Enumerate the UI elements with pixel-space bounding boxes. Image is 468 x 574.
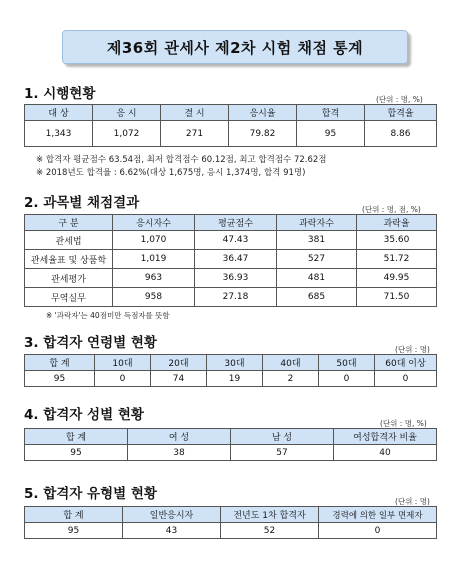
unit-label-gender: (단위 : 명, %) — [380, 419, 427, 428]
table-cell: 57 — [231, 445, 334, 461]
table-cell: 관세평가 — [25, 269, 113, 288]
table-cell: 95 — [297, 121, 365, 147]
table-cell: 271 — [161, 121, 229, 147]
header-cell: 남 성 — [231, 429, 334, 445]
table-cell: 963 — [113, 269, 195, 288]
header-cell: 결 시 — [161, 105, 229, 121]
unit-label-type: (단위 : 명) — [395, 497, 430, 506]
header-cell: 합격율 — [365, 105, 437, 121]
table-cell: 1,019 — [113, 250, 195, 269]
table-cell: 79.82 — [229, 121, 297, 147]
note-scores: ※ 합격자 평균점수 63.54점, 최저 합격점수 60.12점, 최고 합격점수 72.62점 — [36, 155, 327, 165]
section-title-type: 5. 합격자 유형별 현황 — [24, 486, 157, 502]
table-cell: 71.50 — [357, 288, 437, 307]
header-cell: 경력에 의한 일부 면제자 — [319, 507, 437, 523]
table-cell: 0 — [95, 371, 151, 387]
header-cell: 전년도 1차 합격자 — [221, 507, 319, 523]
table-cell: 관세법 — [25, 231, 113, 250]
table-cell: 0 — [319, 523, 437, 539]
subject-table — [24, 214, 437, 307]
table-cell: 1,072 — [93, 121, 161, 147]
table-cell: 0 — [375, 371, 437, 387]
header-cell: 합 계 — [25, 355, 95, 371]
table-cell: 481 — [277, 269, 357, 288]
table-cell: 8.86 — [365, 121, 437, 147]
section-title-status: 1. 시행현황 — [24, 86, 96, 102]
status-table — [24, 104, 437, 147]
header-cell: 과락율 — [357, 215, 437, 231]
header-cell: 40대 — [263, 355, 319, 371]
section-title-gender: 4. 합격자 성별 현황 — [24, 407, 144, 423]
header-cell: 과락자수 — [277, 215, 357, 231]
table-header-row — [25, 429, 437, 445]
section-title-subjects: 2. 과목별 채점결과 — [24, 195, 140, 211]
header-cell: 합 계 — [25, 429, 128, 445]
table-cell: 1,070 — [113, 231, 195, 250]
note-previous-year: ※ 2018년도 합격율 : 6.62%(대상 1,675명, 응시 1,374명, 합격 91명) — [36, 168, 306, 178]
table-row — [25, 445, 437, 461]
page-title: 제36회 관세사 제2차 시험 채점 통계 — [62, 30, 408, 64]
table-cell: 95 — [25, 371, 95, 387]
table-cell: 1,343 — [25, 121, 93, 147]
header-cell: 50대 — [319, 355, 375, 371]
table-cell: 527 — [277, 250, 357, 269]
table-cell: 49.95 — [357, 269, 437, 288]
header-cell: 10대 — [95, 355, 151, 371]
table-cell: 관세율표 및 상품학 — [25, 250, 113, 269]
table-cell: 95 — [25, 523, 123, 539]
age-table — [24, 354, 437, 387]
header-cell: 여 성 — [128, 429, 231, 445]
table-cell: 381 — [277, 231, 357, 250]
table-row — [25, 523, 437, 539]
unit-label-subjects: (단위 : 명, 점, %) — [362, 205, 421, 214]
table-cell: 19 — [207, 371, 263, 387]
header-cell: 합 계 — [25, 507, 123, 523]
header-cell: 20대 — [151, 355, 207, 371]
table-cell: 무역실무 — [25, 288, 113, 307]
table-cell: 40 — [334, 445, 437, 461]
header-cell: 응시자수 — [113, 215, 195, 231]
table-cell: 2 — [263, 371, 319, 387]
table-row — [25, 269, 437, 288]
table-row — [25, 121, 437, 147]
header-cell: 응시율 — [229, 105, 297, 121]
header-cell: 구 분 — [25, 215, 113, 231]
note-fail-definition: ※ '과락자'는 40점미만 득점자를 뜻함 — [46, 311, 170, 320]
type-table — [24, 506, 437, 539]
header-cell: 일반응시자 — [123, 507, 221, 523]
table-cell: 36.93 — [195, 269, 277, 288]
table-cell: 36.47 — [195, 250, 277, 269]
table-cell: 38 — [128, 445, 231, 461]
table-cell: 685 — [277, 288, 357, 307]
table-header-row — [25, 507, 437, 523]
table-cell: 0 — [319, 371, 375, 387]
table-cell: 35.60 — [357, 231, 437, 250]
table-cell: 74 — [151, 371, 207, 387]
header-cell: 60대 이상 — [375, 355, 437, 371]
table-cell: 52 — [221, 523, 319, 539]
table-row — [25, 231, 437, 250]
header-cell: 합격 — [297, 105, 365, 121]
table-cell: 95 — [25, 445, 128, 461]
table-row — [25, 371, 437, 387]
table-header-row — [25, 215, 437, 231]
header-cell: 30대 — [207, 355, 263, 371]
header-cell: 여성합격자 비율 — [334, 429, 437, 445]
unit-label-status: (단위 : 명, %) — [376, 95, 423, 104]
table-row — [25, 250, 437, 269]
table-cell: 27.18 — [195, 288, 277, 307]
table-cell: 47.43 — [195, 231, 277, 250]
table-cell: 43 — [123, 523, 221, 539]
gender-table — [24, 428, 437, 461]
table-cell: 958 — [113, 288, 195, 307]
table-header-row — [25, 105, 437, 121]
table-cell: 51.72 — [357, 250, 437, 269]
table-header-row — [25, 355, 437, 371]
header-cell: 응 시 — [93, 105, 161, 121]
table-row — [25, 288, 437, 307]
header-cell: 평균점수 — [195, 215, 277, 231]
unit-label-age: (단위 : 명) — [395, 345, 430, 354]
header-cell: 대 상 — [25, 105, 93, 121]
section-title-age: 3. 합격자 연령별 현황 — [24, 335, 157, 351]
